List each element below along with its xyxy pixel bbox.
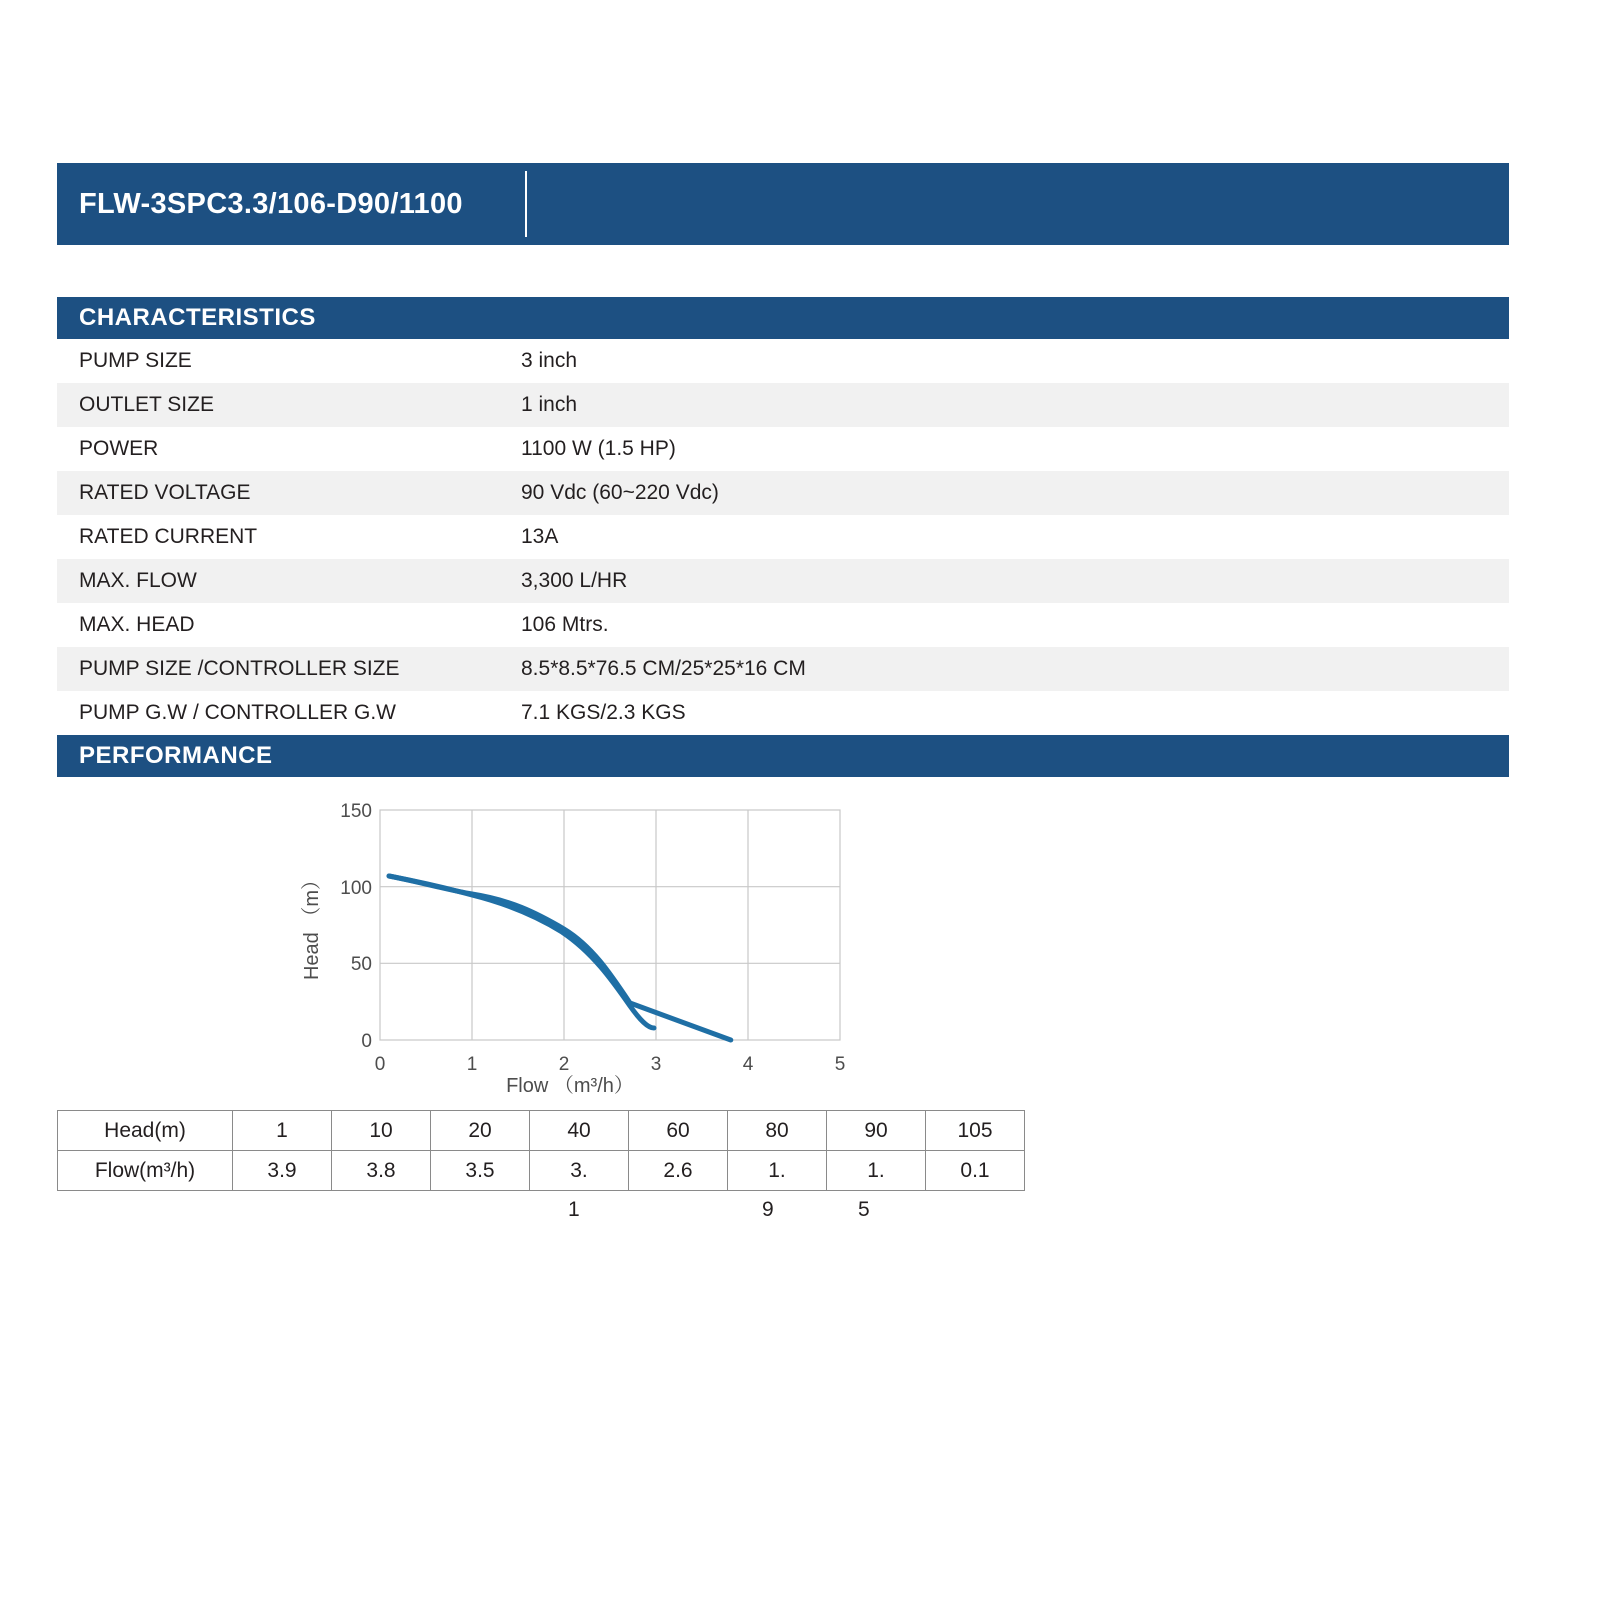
flow-cell: 3. xyxy=(530,1151,629,1191)
svg-text:4: 4 xyxy=(742,1054,754,1075)
flow-cell: 3.8 xyxy=(332,1151,431,1191)
chart-x-label: Flow （m³/h） xyxy=(506,1075,634,1097)
table-row xyxy=(57,603,1509,647)
table-row xyxy=(58,1151,1025,1191)
table-row xyxy=(57,471,1509,515)
characteristics-section-header: CHARACTERISTICS xyxy=(57,297,1509,339)
svg-text:2: 2 xyxy=(558,1054,570,1075)
table-row xyxy=(57,383,1509,427)
chart-y-label: Head （m） xyxy=(301,869,323,981)
spec-value: 13A xyxy=(521,525,559,548)
flow-cell: 1. xyxy=(728,1151,827,1191)
head-cell: 10 xyxy=(332,1111,431,1151)
row-label-head: Head(m) xyxy=(58,1111,233,1151)
flow-overflow-digit: 5 xyxy=(858,1198,870,1221)
svg-text:0: 0 xyxy=(361,1031,372,1052)
table-row xyxy=(57,559,1509,603)
performance-data-table xyxy=(57,1110,1025,1191)
flow-cell: 3.5 xyxy=(431,1151,530,1191)
table-row xyxy=(57,691,1509,735)
head-cell: 90 xyxy=(827,1111,926,1151)
svg-text:150: 150 xyxy=(340,801,372,822)
title-divider xyxy=(525,171,527,237)
chart-grid xyxy=(380,810,840,1040)
performance-section-header: PERFORMANCE xyxy=(57,735,1509,777)
performance-chart xyxy=(280,790,920,1100)
spec-label: PUMP SIZE xyxy=(79,349,192,372)
table-row xyxy=(57,339,1509,383)
spec-label: POWER xyxy=(79,437,159,460)
spec-value: 7.1 KGS/2.3 KGS xyxy=(521,701,686,724)
spec-label: MAX. FLOW xyxy=(79,569,197,592)
spec-label: MAX. HEAD xyxy=(79,613,195,636)
head-cell: 20 xyxy=(431,1111,530,1151)
spec-value: 3,300 L/HR xyxy=(521,569,628,592)
flow-cell: 1. xyxy=(827,1151,926,1191)
characteristics-table xyxy=(57,339,1509,735)
svg-text:3: 3 xyxy=(650,1054,662,1075)
svg-text:100: 100 xyxy=(340,878,372,899)
table-row xyxy=(57,515,1509,559)
svg-text:1: 1 xyxy=(466,1054,478,1075)
spec-value: 90 Vdc (60~220 Vdc) xyxy=(521,481,719,504)
chart-x-ticks xyxy=(375,1054,846,1075)
head-cell: 105 xyxy=(926,1111,1025,1151)
spec-value: 1 inch xyxy=(521,393,578,416)
table-row xyxy=(57,427,1509,471)
chart-y-ticks xyxy=(340,801,372,1052)
spec-label: RATED CURRENT xyxy=(79,525,258,548)
spec-value: 8.5*8.5*76.5 CM/25*25*16 CM xyxy=(521,657,806,680)
flow-cell: 3.9 xyxy=(233,1151,332,1191)
flow-cell: 2.6 xyxy=(629,1151,728,1191)
page-title: FLW-3SPC3.3/106-D90/1100 xyxy=(79,187,463,220)
svg-text:5: 5 xyxy=(834,1054,846,1075)
chart-series-line xyxy=(389,876,731,1040)
spec-label: PUMP G.W / CONTROLLER G.W xyxy=(79,701,396,724)
chart-series-line-tail xyxy=(389,876,654,1028)
flow-overflow-digit: 1 xyxy=(568,1198,580,1221)
svg-text:0: 0 xyxy=(374,1054,386,1075)
spec-label: RATED VOLTAGE xyxy=(79,481,251,504)
model-title-bar xyxy=(57,163,1509,245)
spec-value: 106 Mtrs. xyxy=(521,613,609,636)
table-row xyxy=(57,647,1509,691)
head-cell: 1 xyxy=(233,1111,332,1151)
spec-value: 1100 W (1.5 HP) xyxy=(521,437,676,460)
svg-text:50: 50 xyxy=(350,954,372,975)
head-cell: 40 xyxy=(530,1111,629,1151)
flow-overflow-digit: 9 xyxy=(762,1198,774,1221)
spec-value: 3 inch xyxy=(521,349,578,372)
spec-label: OUTLET SIZE xyxy=(79,393,214,416)
row-label-flow: Flow(m³/h) xyxy=(58,1151,233,1191)
head-cell: 80 xyxy=(728,1111,827,1151)
table-row xyxy=(58,1111,1025,1151)
flow-cell: 0.1 xyxy=(926,1151,1025,1191)
head-cell: 60 xyxy=(629,1111,728,1151)
spec-label: PUMP SIZE /CONTROLLER SIZE xyxy=(79,657,400,680)
